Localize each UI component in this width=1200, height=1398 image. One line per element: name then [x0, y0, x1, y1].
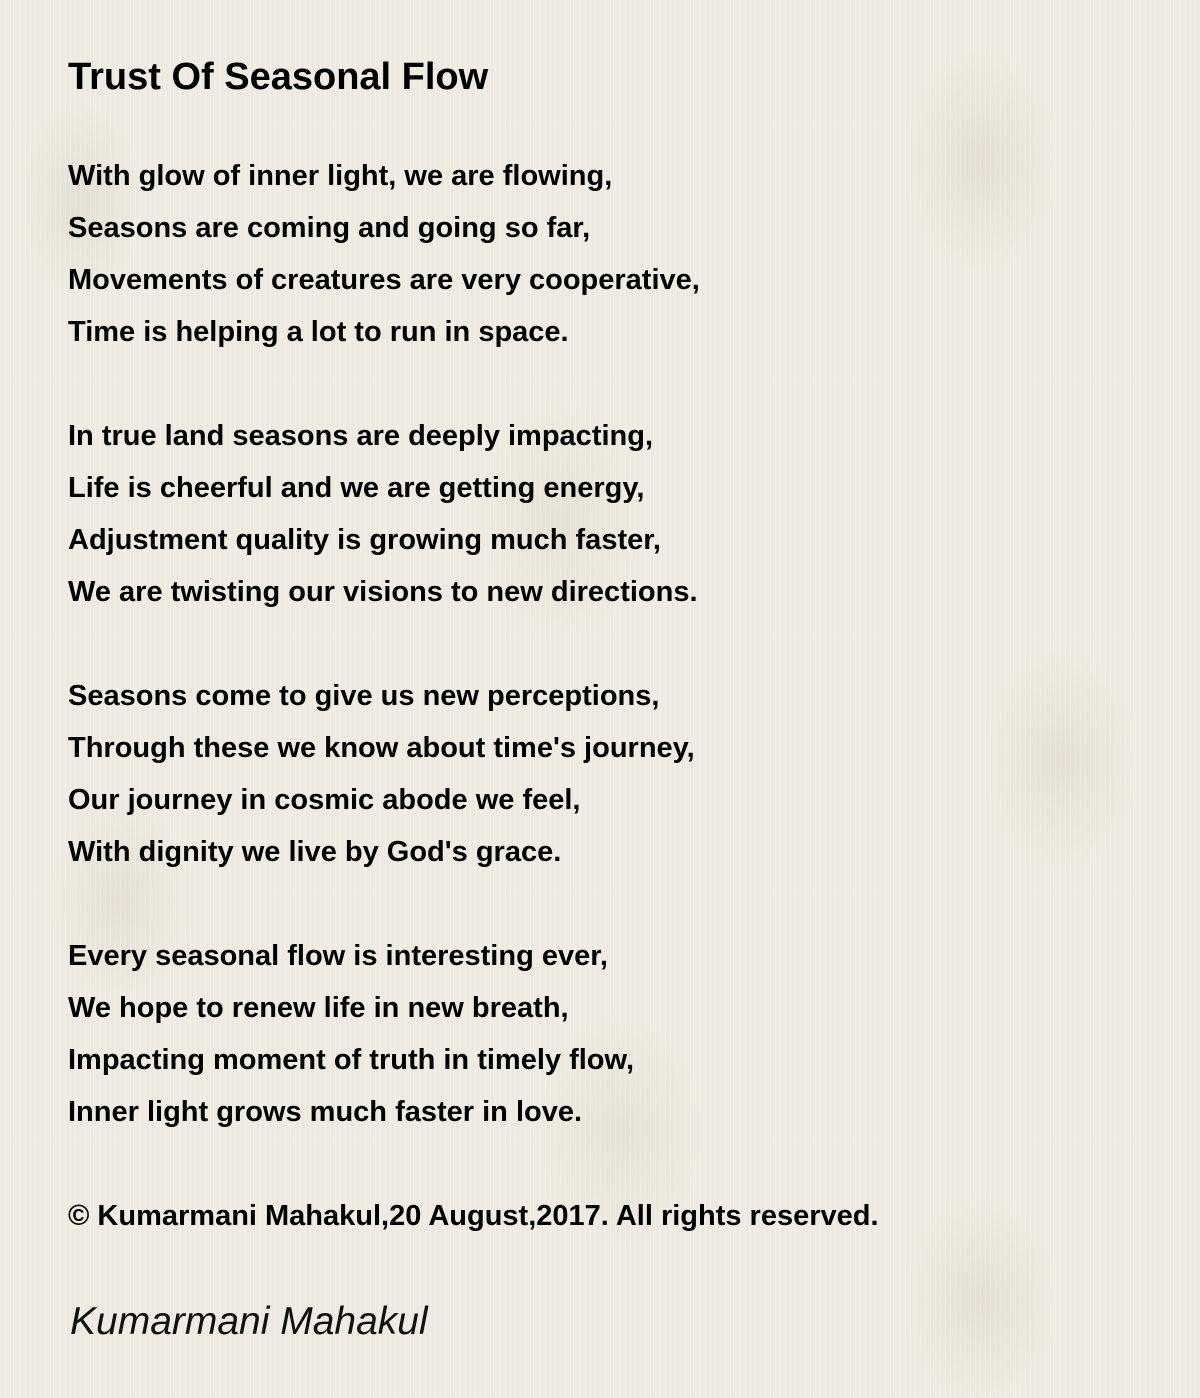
poem-line: Inner light grows much faster in love.	[68, 1096, 583, 1128]
poem-line: We are twisting our visions to new directions.	[68, 576, 698, 608]
poem-line: Life is cheerful and we are getting energy,	[68, 472, 645, 504]
poem-line: Impacting moment of truth in timely flow,	[68, 1044, 635, 1076]
copyright-notice: © Kumarmani Mahakul,20 August,2017. All rights reserved.	[68, 1200, 879, 1232]
poem-line: Every seasonal flow is interesting ever,	[68, 940, 608, 972]
author-name: Kumarmani Mahakul	[70, 1300, 428, 1343]
poem-line: We hope to renew life in new breath,	[68, 992, 569, 1024]
poem-line: Seasons come to give us new perceptions,	[68, 680, 660, 712]
stanza-2	[68, 410, 879, 618]
poem-line: With dignity we live by God's grace.	[68, 836, 562, 868]
poem-line: Through these we know about time's journey,	[68, 732, 695, 764]
poem-line: Time is helping a lot to run in space.	[68, 316, 569, 348]
poem-line: In true land seasons are deeply impacting,	[68, 420, 654, 452]
poem-line: Movements of creatures are very cooperative,	[68, 264, 700, 296]
poem-line: With glow of inner light, we are flowing,	[68, 160, 613, 192]
stanza-3	[68, 670, 879, 878]
poem-line: Seasons are coming and going so far,	[68, 212, 591, 244]
poem-line: Adjustment quality is growing much faster,	[68, 524, 661, 556]
poem-title: Trust Of Seasonal Flow	[68, 56, 489, 98]
stanza-1	[68, 150, 879, 358]
poem-body	[68, 150, 879, 1242]
poem-line: Our journey in cosmic abode we feel,	[68, 784, 581, 816]
stanza-4	[68, 930, 879, 1138]
